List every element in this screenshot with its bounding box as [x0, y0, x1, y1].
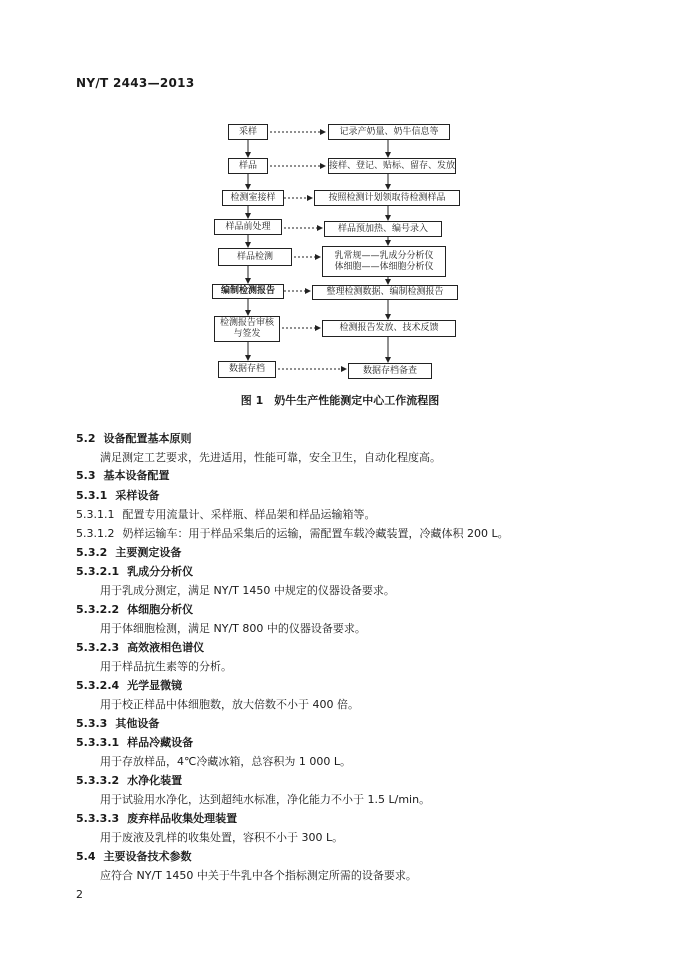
section-number: 5.3.3.1 — [76, 736, 120, 749]
flow-action-instruments — [322, 246, 446, 277]
section-title: 体细胞分析仪 — [127, 603, 194, 616]
section-5-3-3-3-heading — [76, 810, 237, 826]
section-text: 奶样运输车：用于样品采集后的运输，需配置车载冷藏装置，冷藏体积 200 L。 — [122, 527, 509, 540]
section-title: 其他设备 — [115, 717, 160, 730]
flow-action-record: 记录产奶量、奶牛信息等 — [328, 124, 450, 140]
section-title: 乳成分分析仪 — [127, 565, 194, 578]
section-number: 5.3.2.1 — [76, 565, 120, 578]
flow-step-report-review — [214, 316, 280, 342]
section-title: 主要设备技术参数 — [103, 850, 192, 863]
section-number: 5.3.3.2 — [76, 774, 120, 787]
flow-action-archive: 数据存档备查 — [348, 363, 432, 379]
section-5-4-body: 应符合 NY/T 1450 中关于牛乳中各个指标测定所需的设备要求。 — [100, 869, 417, 882]
section-number: 5.3.3 — [76, 717, 108, 730]
flow-action-collect: 按照检测计划领取待检测样品 — [314, 190, 460, 206]
page-number: 2 — [76, 888, 83, 901]
section-number: 5.3.1.2 — [76, 527, 115, 540]
section-number: 5.2 — [76, 432, 96, 445]
document-header: NY/T 2443—2013 — [76, 76, 195, 90]
section-number: 5.3.2.2 — [76, 603, 120, 616]
flow-step-compile-report: 编制检测报告 — [212, 284, 284, 299]
section-5-3-3-2-body: 用于试验用水净化，达到超纯水标准，净化能力不小于 1.5 L/min。 — [100, 793, 431, 806]
section-5-3-2-heading — [76, 544, 181, 560]
section-number: 5.3.2.3 — [76, 641, 120, 654]
section-5-3-1-heading — [76, 487, 159, 503]
section-5-3-3-heading — [76, 715, 159, 731]
section-5-3-2-2-body: 用于体细胞检测，满足 NY/T 800 中的仪器设备要求。 — [100, 622, 366, 635]
flow-action-instruments-line2: 体细胞——体细胞分析仪 — [334, 261, 434, 272]
flow-step-archive: 数据存档 — [218, 361, 276, 378]
flow-action-instruments-line1: 乳常规——乳成分分析仪 — [334, 250, 434, 261]
section-number: 5.3.1 — [76, 489, 108, 502]
section-5-2-body: 满足测定工艺要求，先进适用，性能可靠，安全卫生，自动化程度高。 — [100, 451, 441, 464]
section-title: 采样设备 — [115, 489, 160, 502]
section-number: 5.3.3.3 — [76, 812, 120, 825]
section-title: 废弃样品收集处理装置 — [127, 812, 238, 825]
flow-step-report-review-line2: 与签发 — [233, 329, 261, 339]
section-5-4-heading — [76, 848, 192, 864]
section-number: 5.3.1.1 — [76, 508, 115, 521]
flow-step-report-review-line1: 检测报告审核 — [219, 318, 274, 328]
section-number: 5.3.2.4 — [76, 679, 120, 692]
section-number: 5.3.2 — [76, 546, 108, 559]
section-5-3-3-1-heading — [76, 734, 193, 750]
section-5-3-2-1-heading — [76, 563, 193, 579]
section-5-3-1-2 — [76, 525, 509, 541]
section-title: 基本设备配置 — [103, 469, 170, 482]
section-5-2-heading — [76, 430, 192, 446]
section-5-3-2-4-body: 用于校正样品中体细胞数，放大倍数不小于 400 倍。 — [100, 698, 359, 711]
section-5-3-2-4-heading — [76, 677, 182, 693]
section-title: 样品冷藏设备 — [127, 736, 194, 749]
section-title: 高效液相色谱仪 — [127, 641, 205, 654]
flow-action-distribute: 检测报告发放、技术反馈 — [322, 320, 456, 337]
section-title: 主要测定设备 — [115, 546, 182, 559]
workflow-flowchart — [0, 0, 680, 400]
section-title: 水净化装置 — [127, 774, 183, 787]
section-5-3-2-2-heading — [76, 601, 193, 617]
flow-action-preheat: 样品预加热、编号录入 — [324, 221, 442, 237]
flow-step-pretreatment: 样品前处理 — [214, 219, 282, 235]
section-title: 光学显微镜 — [127, 679, 183, 692]
flow-step-sample: 样品 — [228, 158, 268, 174]
section-5-3-2-1-body: 用于乳成分测定，满足 NY/T 1450 中规定的仪器设备要求。 — [100, 584, 395, 597]
figure-caption: 图 1 奶牛生产性能测定中心工作流程图 — [240, 394, 440, 407]
section-number: 5.3 — [76, 469, 96, 482]
flow-step-sampling: 采样 — [228, 124, 268, 140]
flow-step-testing: 样品检测 — [218, 248, 292, 266]
section-title: 设备配置基本原则 — [103, 432, 192, 445]
section-text: 配置专用流量计、采样瓶、样品架和样品运输箱等。 — [122, 508, 376, 521]
flow-action-compile-data: 整理检测数据、编制检测报告 — [312, 285, 458, 300]
section-5-3-3-3-body: 用于废液及乳样的收集处置，容积不小于 300 L。 — [100, 831, 344, 844]
section-5-3-3-1-body: 用于存放样品，4℃冷藏冰箱，总容积为 1 000 L。 — [100, 755, 351, 768]
section-number: 5.4 — [76, 850, 96, 863]
flow-action-register: 接样、登记、贴标、留存、发放 — [328, 158, 456, 174]
flow-step-lab-receive: 检测室接样 — [222, 190, 284, 206]
section-5-3-3-2-heading — [76, 772, 182, 788]
section-5-3-heading — [76, 467, 170, 483]
section-5-3-2-3-body: 用于样品抗生素等的分析。 — [100, 660, 232, 673]
section-5-3-1-1 — [76, 506, 375, 522]
section-5-3-2-3-heading — [76, 639, 204, 655]
